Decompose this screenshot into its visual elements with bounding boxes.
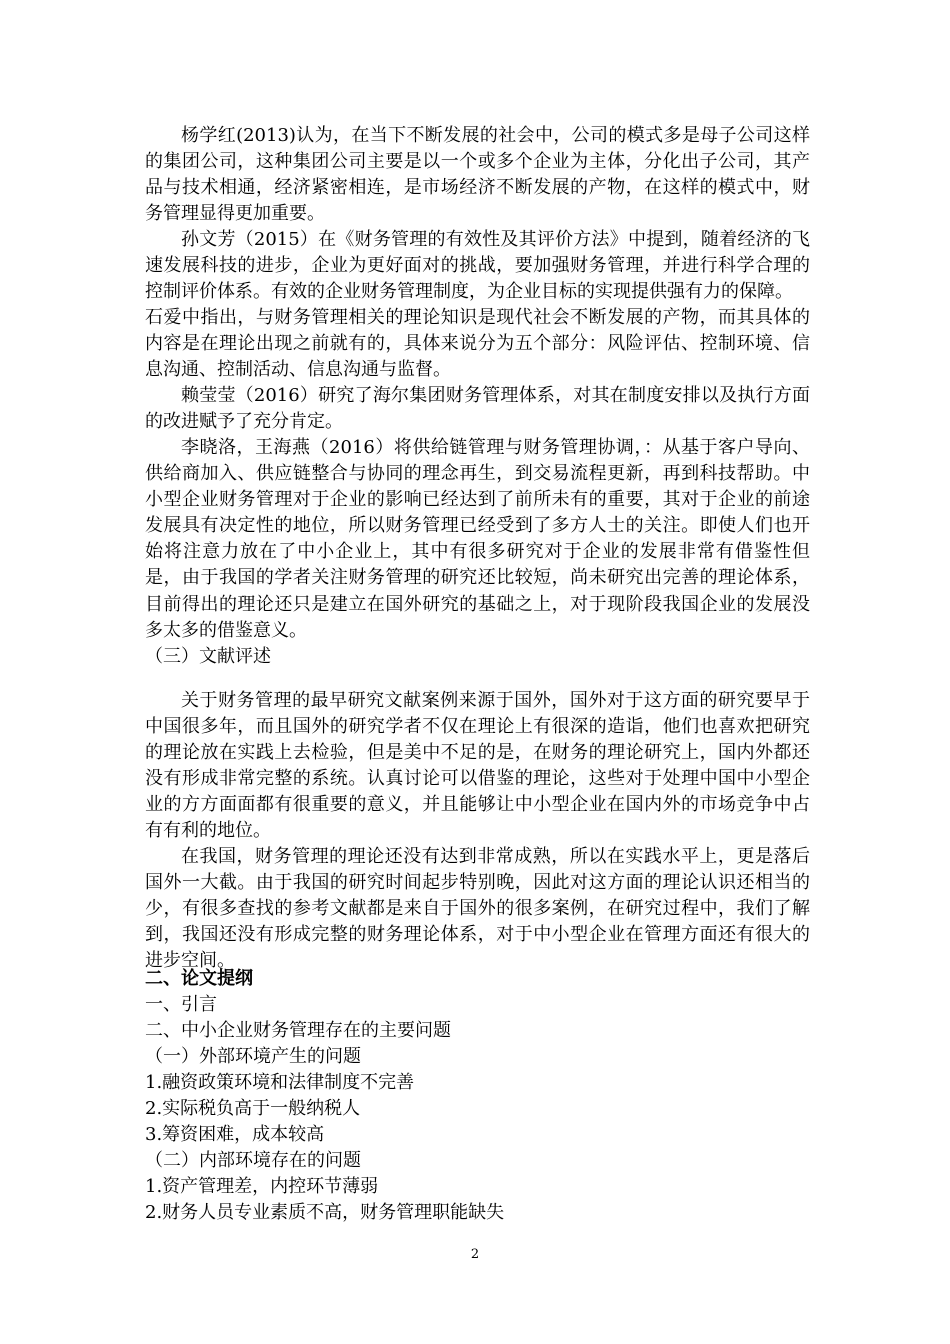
paragraph-yang: 杨学红(2013)认为，在当下不断发展的社会中，公司的模式多是母子公司这样的集团公司，这种集团公司主要是以一个或多个企业为主体，分化出子公司，其产品与技术相通，经济紧密相连，是市场经济不断发展的产物，在这样的模式中，财务管理显得更加重要。 [145,125,810,225]
outline-item: （二）内部环境存在的问题 [145,1150,361,1171]
outline-item: 一、引言 [145,994,217,1015]
outline-item: 二、中小企业财务管理存在的主要问题 [145,1020,451,1041]
paragraph-lai: 赖莹莹（2016）研究了海尔集团财务管理体系，对其在制度安排以及执行方面的改进赋予了充分肯定。 [145,385,810,433]
outline-item: （一）外部环境产生的问题 [145,1046,361,1067]
paragraph-review-2: 在我国，财务管理的理论还没有达到非常成熟，所以在实践水平上，更是落后国外一大截。由于我国的研究时间起步特别晚，因此对这方面的理论认识还相当的少，有很多查找的参考文献都是来自于国外的很多案例，在研究过程中，我们了解到，我国还没有形成完整的财务理论体系，对于中小型企业在管理方面还有很大的进步空间。 [145,846,810,972]
paragraph-review-1: 关于财务管理的最早研究文献案例来源于国外，国外对于这方面的研究要早于中国很多年，而且国外的研究学者不仅在理论上有很深的造诣，他们也喜欢把研究的理论放在实践上去检验，但是美中不足的是，在财务的理论研究上，国内外都还没有形成非常完整的系统。认真讨论可以借鉴的理论，这些对于处理中国中小型企业的方方面面都有很重要的意义，并且能够让中小型企业在国内外的市场竞争中占有有利的地位。 [145,690,810,842]
section-heading-review: （三）文献评述 [145,646,271,667]
paragraph-shi: 石爱中指出，与财务管理相关的理论知识是现代社会不断发展的产物，而其具体的内容是在理论出现之前就有的，具体来说分为五个部分：风险评估、控制环境、信息沟通、控制活动、信息沟通与监督。 [145,307,810,381]
section-heading-outline: 二、论文提纲 [145,968,253,989]
outline-item: 1.融资政策环境和法律制度不完善 [145,1072,415,1093]
paragraph-li: 李晓洛，王海燕（2016）将供给链管理与财务管理协调，：从基于客户导向、供给商加入、供应链整合与协同的理念再生，到交易流程更新，再到科技帮助。中小型企业财务管理对于企业的影响已经达到了前所未有的重要，其对于企业的前途发展具有决定性的地位，所以财务管理已经受到了多方人士的关注。即使人们也开始将注意力放在了中小企业上，其中有很多研究对于企业的发展非常有借鉴性但是，由于我国的学者关注财务管理的研究还比较短，尚未研究出完善的理论体系，目前得出的理论还只是建立在国外研究的基础之上，对于现阶段我国企业的发展没多太多的借鉴意义。 [145,437,810,641]
paragraph-sun: 孙文芳（2015）在《财务管理的有效性及其评价方法》中提到，随着经济的飞速发展科技的进步，企业为更好面对的挑战，要加强财务管理，并进行科学合理的控制评价体系。有效的企业财务管理制度，为企业目标的实现提供强有力的保障。 [145,229,810,303]
outline-item: 2.财务人员专业素质不高，财务管理职能缺失 [145,1202,505,1223]
outline-item: 2.实际税负高于一般纳税人 [145,1098,361,1119]
page-number: 2 [470,1247,480,1262]
outline-item: 3.筹资困难，成本较高 [145,1124,325,1145]
outline-item: 1.资产管理差，内控环节薄弱 [145,1176,379,1197]
